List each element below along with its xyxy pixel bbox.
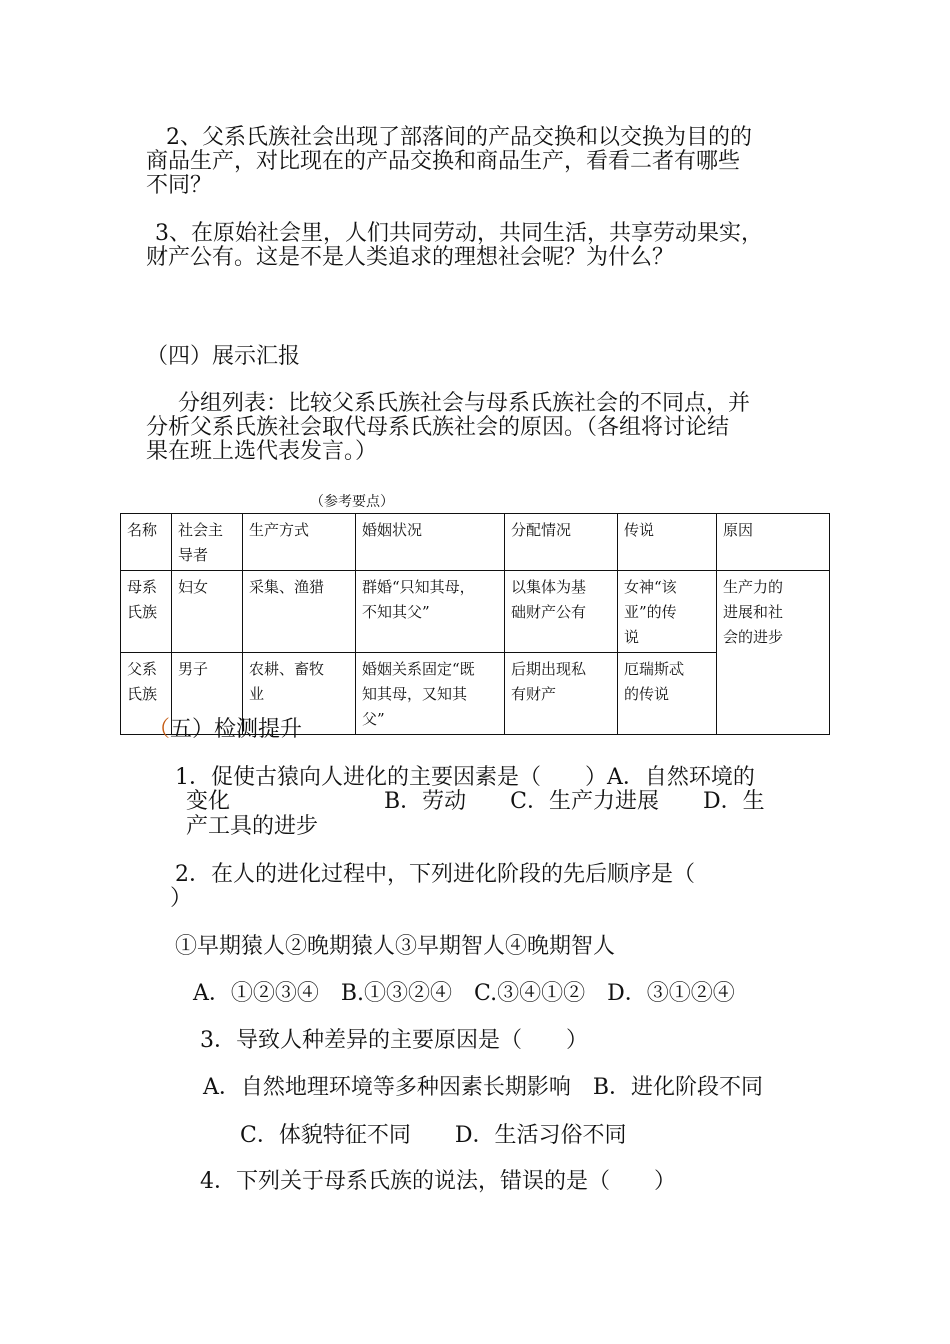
- row1-name: 母系 氏族: [121, 571, 172, 653]
- header-distribution: 分配情况: [505, 514, 618, 571]
- s5-q1-line2: 变化 B．劳动 C．生产力进展 D．生: [186, 789, 765, 814]
- section4-line2: 分析父系氏族社会取代母系氏族社会的原因。（各组将讨论结: [146, 415, 730, 440]
- table-caption: （参考要点）: [310, 494, 394, 510]
- row1-lead: 妇女: [172, 571, 243, 653]
- row2-name: 父系 氏族: [121, 653, 172, 735]
- row2-production: 农耕、畜牧 业: [243, 653, 356, 735]
- table-header-row: [121, 514, 830, 571]
- q2-line2: 商品生产，对比现在的产品交换和商品生产，看看二者有哪些: [146, 149, 741, 174]
- row1-legend: 女神“该 亚”的传 说: [618, 571, 717, 653]
- s5-q2-options: A．①②③④ B.①③②④ C.③④①② D．③①②④: [193, 981, 735, 1006]
- section5-heading: [148, 718, 302, 742]
- s5-q1-line3: 产工具的进步: [186, 814, 319, 839]
- row1-distribution: 以集体为基 础财产公有: [505, 571, 618, 653]
- section5-heading-text: 五）检测提升: [170, 717, 303, 742]
- q3-line2: 财产公有。这是不是人类追求的理想社会呢？为什么？: [146, 245, 675, 270]
- table-row: [121, 571, 830, 653]
- row1-production: 采集、渔猎: [243, 571, 356, 653]
- section5-heading-paren: （: [148, 717, 171, 742]
- s5-q2-stages: ①早期猿人②晚期猿人③早期智人④晚期智人: [175, 934, 616, 959]
- s5-q4-line1: 4．下列关于母系氏族的说法，错误的是（ ）: [200, 1169, 676, 1194]
- header-reason: 原因: [717, 514, 830, 571]
- header-name: 名称: [121, 514, 172, 571]
- header-production: 生产方式: [243, 514, 356, 571]
- section4-line3: 果在班上选代表发言。）: [146, 439, 378, 464]
- header-legend: 传说: [618, 514, 717, 571]
- row-reason: 生产力的 进展和社 会的进步: [717, 571, 830, 735]
- row1-marriage: 群婚“只知其母， 不知其父”: [356, 571, 505, 653]
- s5-q2-line2: ）: [170, 886, 193, 911]
- section4-line1: 分组列表：比较父系氏族社会与母系氏族社会的不同点，并: [178, 391, 751, 416]
- s5-q1-line1: 1．促使古猿向人进化的主要因素是（ ）A．自然环境的: [175, 765, 755, 790]
- header-lead: 社会主 导者: [172, 514, 243, 571]
- row2-marriage: 婚姻关系固定“既 知其母，又知其 父”: [356, 653, 505, 735]
- q3-line1: 3、在原始社会里，人们共同劳动，共同生活，共享劳动果实，: [155, 221, 763, 246]
- row2-lead: 男子: [172, 653, 243, 735]
- header-marriage: 婚姻状况: [356, 514, 505, 571]
- s5-q3-optAB: A．自然地理环境等多种因素长期影响 B．进化阶段不同: [203, 1075, 764, 1100]
- q2-line3: 不同？: [146, 173, 213, 198]
- section4-heading: （四）展示汇报: [146, 344, 301, 369]
- comparison-table: [120, 513, 830, 735]
- row2-distribution: 后期出现私 有财产: [505, 653, 618, 735]
- row2-legend: 厄瑞斯忒 的传说: [618, 653, 717, 735]
- s5-q3-optCD: C．体貌特征不同 D．生活习俗不同: [240, 1123, 627, 1148]
- s5-q3-line1: 3．导致人种差异的主要原因是（ ）: [200, 1028, 588, 1053]
- q2-line1: 2、父系氏族社会出现了部落间的产品交换和以交换为目的的: [166, 125, 752, 150]
- s5-q2-line1: 2．在人的进化过程中，下列进化阶段的先后顺序是（: [175, 862, 695, 887]
